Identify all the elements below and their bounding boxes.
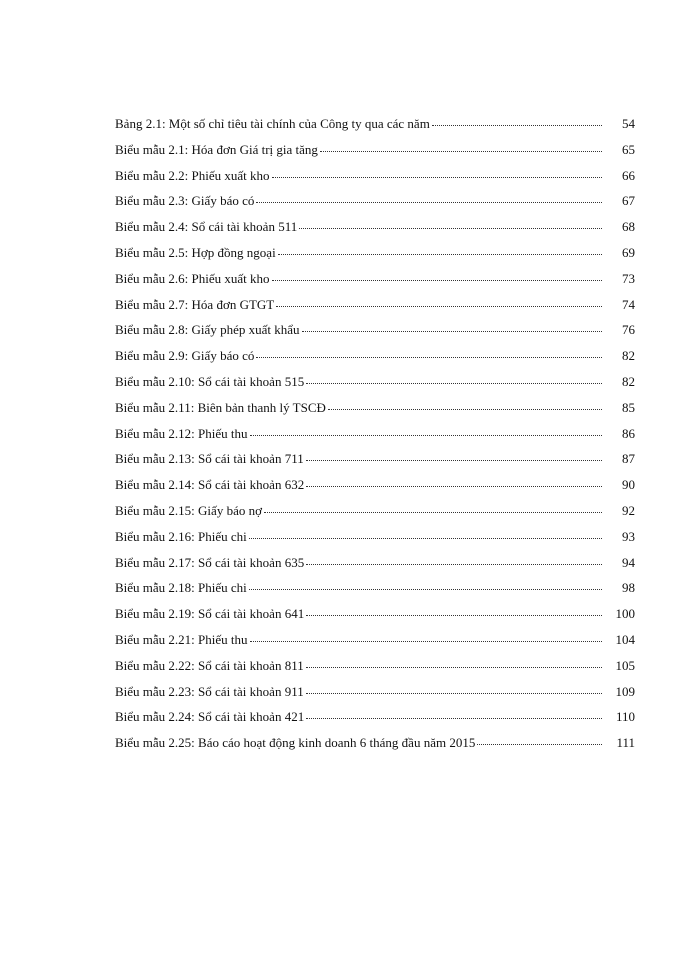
dot-leader (328, 399, 602, 412)
toc-entry[interactable] (115, 446, 635, 472)
dot-leader (272, 270, 602, 283)
toc-entry-label: Biểu mẫu 2.2: Phiếu xuất kho (115, 167, 270, 183)
toc-entry-label: Biểu mẫu 2.13: Sổ cái tài khoản 711 (115, 451, 304, 467)
toc-entry[interactable] (115, 550, 635, 576)
dot-leader (306, 476, 602, 489)
toc-entry[interactable] (115, 163, 635, 189)
toc-entry-label: Biểu mẫu 2.15: Giấy báo nợ (115, 502, 262, 518)
toc-entry-label: Biểu mẫu 2.24: Sổ cái tài khoản 421 (115, 709, 305, 725)
toc-entry[interactable] (115, 111, 635, 137)
toc-entry[interactable] (115, 343, 635, 369)
toc-entry-page: 110 (615, 709, 635, 725)
toc-entry-label: Biểu mẫu 2.6: Phiếu xuất kho (115, 270, 270, 286)
dot-leader (278, 244, 602, 257)
toc-entry[interactable] (115, 266, 635, 292)
toc-entry-page: 98 (622, 580, 635, 596)
toc-entry-page: 92 (622, 502, 635, 518)
dot-leader (250, 631, 602, 644)
toc-entry-page: 54 (622, 116, 635, 131)
toc-entry-page: 86 (622, 425, 635, 441)
dot-leader (306, 450, 602, 463)
toc-entry[interactable] (115, 575, 635, 601)
toc-entry-label: Biểu mẫu 2.16: Phiếu chi (115, 528, 247, 544)
toc-entry-page: 68 (622, 219, 635, 235)
toc-entry-page: 111 (616, 735, 635, 751)
toc-entry-page: 82 (622, 348, 635, 364)
dot-leader (306, 683, 602, 696)
toc-entry[interactable] (115, 137, 635, 163)
toc-entry[interactable] (115, 292, 635, 318)
toc-entry-label: Biểu mẫu 2.11: Biên bản thanh lý TSCĐ (115, 399, 326, 415)
dot-leader (299, 218, 602, 231)
dot-leader (306, 554, 602, 567)
toc-entry-label: Biểu mẫu 2.3: Giấy báo có (115, 193, 255, 209)
toc-entry[interactable] (115, 421, 635, 447)
toc-entry-page: 85 (622, 399, 635, 415)
toc-entry-label: Biểu mẫu 2.4: Sổ cái tài khoản 511 (115, 219, 298, 235)
toc-entry-label: Biểu mẫu 2.7: Hóa đơn GTGT (115, 296, 275, 312)
toc-entry-page: 65 (622, 141, 635, 157)
toc-entry[interactable] (115, 188, 635, 214)
toc-entry[interactable] (115, 730, 635, 756)
toc-entry[interactable] (115, 240, 635, 266)
dot-leader (477, 734, 602, 747)
dot-leader (306, 605, 602, 618)
dot-leader (256, 192, 602, 205)
table-of-figures (115, 111, 635, 756)
dot-leader (256, 347, 602, 360)
dot-leader (432, 115, 602, 128)
dot-leader (249, 528, 602, 541)
dot-leader (272, 167, 602, 180)
dot-leader (320, 141, 602, 154)
toc-entry-label: Biểu mẫu 2.14: Sổ cái tài khoản 632 (115, 477, 305, 493)
toc-entry-page: 73 (622, 270, 635, 286)
toc-entry-page: 74 (622, 296, 635, 312)
toc-entry-label: Biểu mẫu 2.12: Phiếu thu (115, 425, 248, 441)
toc-entry-page: 90 (622, 477, 635, 493)
toc-entry-page: 76 (622, 322, 635, 338)
toc-entry[interactable] (115, 679, 635, 705)
toc-entry-label: Bảng 2.1: Một số chỉ tiêu tài chính của Công ty qua các năm (115, 116, 430, 131)
toc-entry-label: Biểu mẫu 2.1: Hóa đơn Giá trị gia tăng (115, 141, 318, 157)
toc-entry-label: Biểu mẫu 2.5: Hợp đồng ngoại (115, 244, 276, 260)
toc-entry[interactable] (115, 214, 635, 240)
toc-entry-label: Biểu mẫu 2.23: Sổ cái tài khoản 911 (115, 683, 304, 699)
toc-entry-label: Biểu mẫu 2.8: Giấy phép xuất khẩu (115, 322, 300, 338)
toc-entry[interactable] (115, 627, 635, 653)
toc-entry-page: 87 (622, 451, 635, 467)
toc-entry-page: 93 (622, 528, 635, 544)
toc-entry-label: Biểu mẫu 2.19: Sổ cái tài khoản 641 (115, 606, 305, 622)
toc-entry-page: 82 (622, 373, 635, 389)
toc-entry[interactable] (115, 369, 635, 395)
toc-entry-page: 67 (622, 193, 635, 209)
dot-leader (306, 373, 602, 386)
dot-leader (249, 579, 602, 592)
dot-leader (306, 657, 602, 670)
toc-entry-page: 94 (622, 554, 635, 570)
dot-leader (250, 425, 602, 438)
toc-entry[interactable] (115, 498, 635, 524)
toc-entry[interactable] (115, 601, 635, 627)
toc-entry[interactable] (115, 395, 635, 421)
toc-entry-page: 69 (622, 244, 635, 260)
toc-entry[interactable] (115, 472, 635, 498)
toc-entry[interactable] (115, 653, 635, 679)
toc-entry-page: 109 (615, 683, 635, 699)
toc-entry[interactable] (115, 524, 635, 550)
toc-entry-page: 104 (615, 631, 635, 647)
toc-entry[interactable] (115, 704, 635, 730)
toc-entry-label: Biểu mẫu 2.17: Sổ cái tài khoản 635 (115, 554, 305, 570)
toc-entry-label: Biểu mẫu 2.10: Sổ cái tài khoản 515 (115, 373, 305, 389)
dot-leader (264, 502, 602, 515)
toc-entry-page: 100 (615, 606, 635, 622)
toc-entry-page: 66 (622, 167, 635, 183)
dot-leader (306, 708, 602, 721)
dot-leader (276, 296, 602, 309)
dot-leader (302, 321, 603, 334)
toc-entry-page: 105 (615, 657, 635, 673)
toc-entry-label: Biểu mẫu 2.22: Sổ cái tài khoản 811 (115, 657, 304, 673)
toc-entry-label: Biểu mẫu 2.25: Báo cáo hoạt động kinh doanh 6 tháng đầu năm 2015 (115, 735, 476, 751)
toc-entry-label: Biểu mẫu 2.18: Phiếu chi (115, 580, 247, 596)
toc-entry[interactable] (115, 317, 635, 343)
toc-entry-label: Biểu mẫu 2.21: Phiếu thu (115, 631, 248, 647)
toc-entry-label: Biểu mẫu 2.9: Giấy báo có (115, 348, 255, 364)
